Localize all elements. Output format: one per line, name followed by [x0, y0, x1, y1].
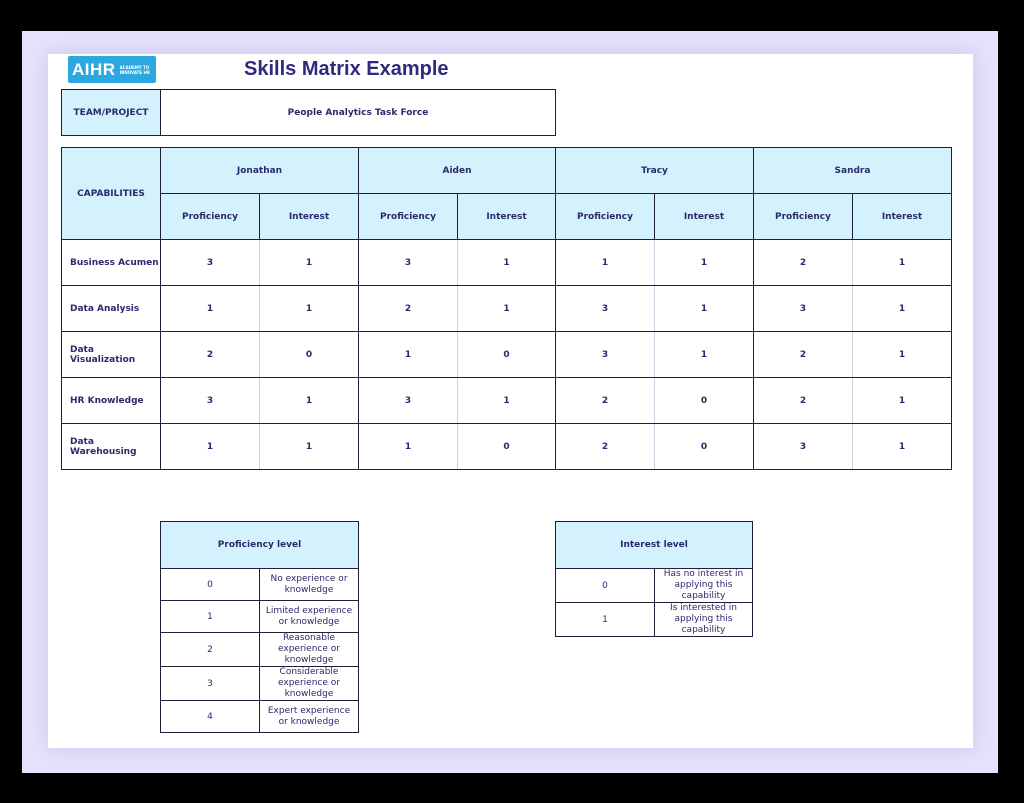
matrix-row	[62, 240, 952, 286]
interest-legend-level: 0	[556, 569, 655, 603]
skills-matrix	[61, 147, 952, 470]
proficiency-value: 2	[754, 378, 853, 424]
proficiency-value: 2	[359, 286, 458, 332]
proficiency-legend-level: 3	[161, 667, 260, 701]
capabilities-header: CAPABILITIES	[62, 148, 161, 240]
proficiency-legend-header-row	[161, 522, 359, 569]
capability-label: Data Visualization	[62, 332, 161, 378]
proficiency-value: 1	[161, 424, 260, 470]
interest-legend-row	[556, 569, 753, 603]
proficiency-legend-row	[161, 601, 359, 633]
person-header: Tracy	[556, 148, 754, 194]
proficiency-value: 1	[359, 332, 458, 378]
logo-tagline: ACADEMY TO INNOVATE HR	[119, 64, 150, 75]
proficiency-legend-description: Reasonable experience or knowledge	[260, 633, 359, 667]
interest-value: 1	[458, 240, 556, 286]
interest-value: 0	[655, 424, 754, 470]
proficiency-value: 3	[359, 378, 458, 424]
proficiency-value: 1	[556, 240, 655, 286]
interest-value: 0	[260, 332, 359, 378]
interest-value: 1	[853, 240, 952, 286]
interest-legend-row	[556, 603, 753, 637]
capability-label: Business Acumen	[62, 240, 161, 286]
proficiency-subheader: Proficiency	[161, 194, 260, 240]
interest-value: 0	[458, 332, 556, 378]
proficiency-value: 1	[359, 424, 458, 470]
interest-value: 1	[853, 378, 952, 424]
person-header: Aiden	[359, 148, 556, 194]
proficiency-subheader: Proficiency	[556, 194, 655, 240]
proficiency-value: 2	[754, 240, 853, 286]
proficiency-legend-description: Considerable experience or knowledge	[260, 667, 359, 701]
proficiency-value: 3	[754, 424, 853, 470]
proficiency-legend-row	[161, 667, 359, 701]
proficiency-value: 3	[359, 240, 458, 286]
proficiency-legend-row	[161, 633, 359, 667]
proficiency-value: 3	[556, 332, 655, 378]
logo-mark: AIHR	[72, 59, 116, 79]
proficiency-subheader: Proficiency	[754, 194, 853, 240]
interest-legend-description: Is interested in applying this capability	[655, 603, 753, 637]
proficiency-value: 2	[161, 332, 260, 378]
proficiency-legend	[160, 521, 359, 733]
interest-value: 1	[260, 286, 359, 332]
matrix-header-row	[62, 148, 952, 194]
proficiency-legend-level: 2	[161, 633, 260, 667]
interest-legend-header-row	[556, 522, 753, 569]
matrix-row	[62, 286, 952, 332]
interest-value: 1	[260, 240, 359, 286]
interest-legend-description: Has no interest in applying this capability	[655, 569, 753, 603]
proficiency-value: 3	[161, 240, 260, 286]
interest-value: 1	[260, 378, 359, 424]
proficiency-legend-title: Proficiency level	[161, 522, 359, 569]
proficiency-legend-level: 1	[161, 601, 260, 633]
proficiency-value: 3	[556, 286, 655, 332]
matrix-row	[62, 424, 952, 470]
proficiency-subheader: Proficiency	[359, 194, 458, 240]
proficiency-value: 2	[754, 332, 853, 378]
team-table	[61, 89, 556, 136]
interest-value: 1	[655, 286, 754, 332]
matrix-subheader-row	[62, 194, 952, 240]
interest-value: 1	[655, 240, 754, 286]
proficiency-value: 2	[556, 378, 655, 424]
proficiency-legend-row	[161, 701, 359, 733]
page-title: Skills Matrix Example	[244, 58, 449, 80]
interest-value: 1	[853, 332, 952, 378]
interest-value: 0	[458, 424, 556, 470]
interest-subheader: Interest	[260, 194, 359, 240]
team-label: TEAM/PROJECT	[62, 90, 161, 136]
proficiency-value: 3	[754, 286, 853, 332]
proficiency-legend-row	[161, 569, 359, 601]
interest-legend-level: 1	[556, 603, 655, 637]
capability-label: Data Warehousing	[62, 424, 161, 470]
person-header: Sandra	[754, 148, 952, 194]
interest-value: 1	[853, 286, 952, 332]
proficiency-value: 1	[161, 286, 260, 332]
interest-value: 1	[655, 332, 754, 378]
matrix-row	[62, 332, 952, 378]
proficiency-legend-description: No experience or knowledge	[260, 569, 359, 601]
proficiency-legend-description: Limited experience or knowledge	[260, 601, 359, 633]
interest-value: 1	[458, 286, 556, 332]
aihr-logo	[68, 56, 156, 83]
person-header: Jonathan	[161, 148, 359, 194]
interest-legend-title: Interest level	[556, 522, 753, 569]
interest-value: 1	[260, 424, 359, 470]
capability-label: Data Analysis	[62, 286, 161, 332]
interest-value: 1	[458, 378, 556, 424]
proficiency-legend-level: 4	[161, 701, 260, 733]
interest-value: 1	[853, 424, 952, 470]
proficiency-value: 2	[556, 424, 655, 470]
proficiency-legend-description: Expert experience or knowledge	[260, 701, 359, 733]
interest-legend	[555, 521, 753, 637]
interest-subheader: Interest	[853, 194, 952, 240]
team-value: People Analytics Task Force	[161, 90, 556, 136]
interest-subheader: Interest	[655, 194, 754, 240]
matrix-row	[62, 378, 952, 424]
interest-value: 0	[655, 378, 754, 424]
capability-label: HR Knowledge	[62, 378, 161, 424]
interest-subheader: Interest	[458, 194, 556, 240]
proficiency-value: 3	[161, 378, 260, 424]
proficiency-legend-level: 0	[161, 569, 260, 601]
